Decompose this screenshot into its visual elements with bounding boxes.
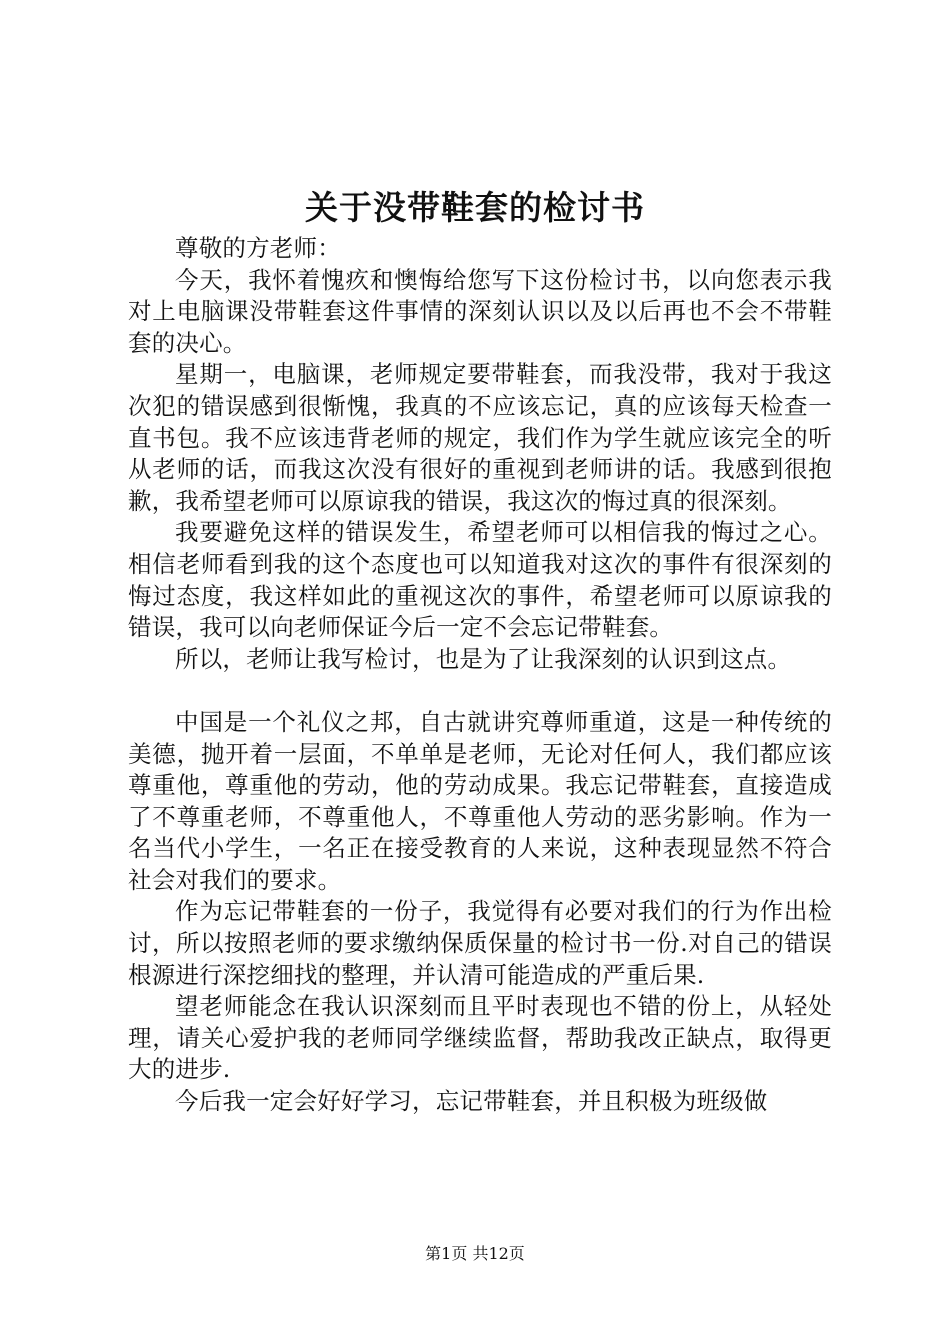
paragraph: 今天，我怀着愧疚和懊悔给您写下这份检讨书，以向您表示我对上电脑课没带鞋套这件事情的深刻认识以及以后再也不会不带鞋套的决心。 — [128, 265, 832, 357]
paragraph: 我要避免这样的错误发生，希望老师可以相信我的悔过之心。相信老师看到我的这个态度也可以知道我对这次的事件有很深刻的悔过态度，我这样如此的重视这次的事件，希望老师可以原谅我的错误，我可以向老师保证今后一定不会忘记带鞋套。 — [128, 518, 832, 642]
paragraph: 中国是一个礼仪之邦，自古就讲究尊师重道，这是一种传统的美德，抛开着一层面，不单单是老师，无论对任何人，我们都应该尊重他，尊重他的劳动，他的劳动成果。我忘记带鞋套，直接造成了不尊重老师，不尊重他人，不尊重他人劳动的恶劣影响。作为一名当代小学生，一名正在接受教育的人来说，这种表现显然不符合社会对我们的要求。 — [128, 707, 832, 894]
paragraph: 今后我一定会好好学习，忘记带鞋套，并且积极为班级做 — [175, 1087, 768, 1116]
paragraph-gap — [128, 675, 832, 707]
greeting: 尊敬的方老师： — [175, 234, 341, 262]
page-footer: 第1页 共12页 — [425, 1244, 525, 1263]
document-body — [128, 233, 832, 1118]
paragraph: 作为忘记带鞋套的一份子，我觉得有必要对我们的行为作出检讨，所以按照老师的要求缴纳保质保量的检讨书一份.对自己的错误根源进行深挖细找的整理，并认清可能造成的严重后果. — [128, 897, 832, 989]
document-title: 关于没带鞋套的检讨书 — [305, 188, 645, 227]
paragraph: 所以，老师让我写检讨，也是为了让我深刻的认识到这点。 — [175, 644, 792, 673]
paragraph: 望老师能念在我认识深刻而且平时表现也不错的份上，从轻处理，请关心爱护我的老师同学继续监督，帮助我改正缺点，取得更大的进步. — [128, 992, 832, 1084]
paragraph: 星期一，电脑课，老师规定要带鞋套，而我没带，我对于我这次犯的错误感到很惭愧，我真的不应该忘记，真的应该每天检查一直书包。我不应该违背老师的规定，我们作为学生就应该完全的听从老师的话，而我这次没有很好的重视到老师讲的话。我感到很抱歉，我希望老师可以原谅我的错误，我这次的悔过真的很深刻。 — [128, 360, 832, 515]
